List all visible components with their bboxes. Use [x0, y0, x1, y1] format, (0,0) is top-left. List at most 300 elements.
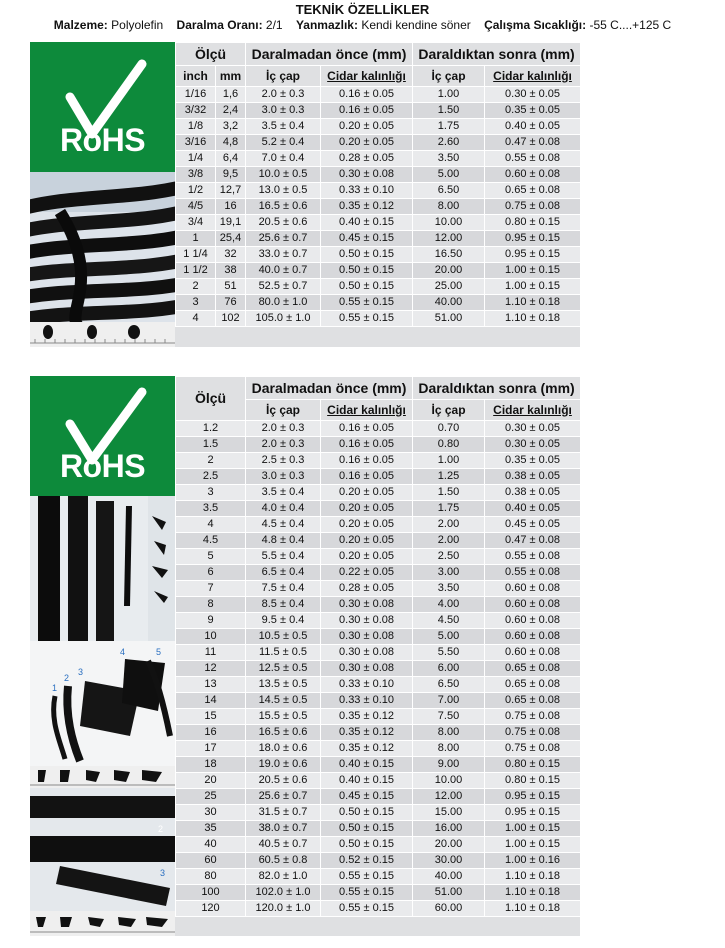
table-cell: 120.0 ± 1.0	[246, 901, 321, 917]
table-cell: 40.00	[413, 295, 485, 311]
table-cell: 16.00	[413, 821, 485, 837]
table-cell: 2.50	[413, 549, 485, 565]
table-row	[176, 805, 581, 821]
table-cell: 33.0 ± 0.7	[246, 247, 321, 263]
table-cell: 0.30 ± 0.05	[485, 87, 581, 103]
table-row	[176, 773, 581, 789]
table-cell: 20.5 ± 0.6	[246, 215, 321, 231]
t1-before-header: Daralmadan önce (mm)	[246, 43, 413, 66]
table-cell: 25	[176, 789, 246, 805]
table-cell: 6.50	[413, 677, 485, 693]
table-cell: 0.45 ± 0.15	[321, 789, 413, 805]
table1-body	[176, 87, 581, 327]
table-cell: 0.65 ± 0.08	[485, 661, 581, 677]
table-row	[176, 581, 581, 597]
table-cell: 0.50 ± 0.15	[321, 279, 413, 295]
table-cell: 7.50	[413, 709, 485, 725]
table-cell: 4	[176, 311, 216, 327]
table-cell: 1.00	[413, 87, 485, 103]
table-cell: 5.2 ± 0.4	[246, 135, 321, 151]
table-cell: 1/4	[176, 151, 216, 167]
table-cell: 1/2	[176, 183, 216, 199]
table-cell: 52.5 ± 0.7	[246, 279, 321, 295]
temp-label: Çalışma Sıcaklığı:	[484, 18, 587, 32]
tube-photo-1	[30, 172, 175, 322]
t1-mm-header: mm	[216, 66, 246, 87]
table-cell: 0.35 ± 0.05	[485, 453, 581, 469]
table-cell: 0.50 ± 0.15	[321, 805, 413, 821]
table-row	[176, 469, 581, 485]
table-cell: 0.47 ± 0.08	[485, 533, 581, 549]
material-label: Malzeme:	[53, 18, 108, 32]
table-cell: 1	[176, 231, 216, 247]
rohs-logo-2	[30, 376, 175, 496]
table-cell: 14	[176, 693, 246, 709]
table-cell: 40.00	[413, 869, 485, 885]
table-cell: 3,2	[216, 119, 246, 135]
table-cell: 30.00	[413, 853, 485, 869]
table-cell: 20	[176, 773, 246, 789]
table-cell: 16	[176, 725, 246, 741]
table-row	[176, 167, 581, 183]
table-cell: 0.35 ± 0.12	[321, 709, 413, 725]
table-cell: 2.0 ± 0.3	[246, 437, 321, 453]
table-cell: 9,5	[216, 167, 246, 183]
table-cell: 3.5	[176, 501, 246, 517]
table1	[175, 42, 581, 327]
table-row	[176, 789, 581, 805]
table-cell: 3.00	[413, 565, 485, 581]
table-row	[176, 247, 581, 263]
table-row	[176, 725, 581, 741]
table-row	[176, 853, 581, 869]
table-cell: 12.00	[413, 789, 485, 805]
t2-after-header: Daraldıktan sonra (mm)	[413, 377, 581, 400]
table-cell: 1.75	[413, 119, 485, 135]
table-cell: 0.40 ± 0.05	[485, 501, 581, 517]
table-cell: 2	[176, 453, 246, 469]
table-cell: 12.00	[413, 231, 485, 247]
table-cell: 1/16	[176, 87, 216, 103]
table-cell: 0.16 ± 0.05	[321, 453, 413, 469]
table-cell: 6.5 ± 0.4	[246, 565, 321, 581]
table-cell: 0.50 ± 0.15	[321, 837, 413, 853]
table-cell: 0.55 ± 0.15	[321, 295, 413, 311]
table-cell: 0.40 ± 0.15	[321, 757, 413, 773]
table-row	[176, 741, 581, 757]
table-cell: 25.6 ± 0.7	[246, 789, 321, 805]
table-cell: 0.52 ± 0.15	[321, 853, 413, 869]
table-cell: 102.0 ± 1.0	[246, 885, 321, 901]
table-cell: 0.60 ± 0.08	[485, 597, 581, 613]
table-cell: 0.16 ± 0.05	[321, 421, 413, 437]
table-cell: 4.00	[413, 597, 485, 613]
table-cell: 0.20 ± 0.05	[321, 533, 413, 549]
table-cell: 8.00	[413, 199, 485, 215]
table-cell: 1.00 ± 0.15	[485, 821, 581, 837]
table-cell: 0.80 ± 0.15	[485, 757, 581, 773]
table-cell: 0.60 ± 0.08	[485, 581, 581, 597]
table-cell: 4.5	[176, 533, 246, 549]
t2-wall-before-header: Cidar kalınlığı	[321, 400, 413, 421]
table-row	[176, 869, 581, 885]
table-row	[176, 565, 581, 581]
table-cell: 3	[176, 485, 246, 501]
table-cell: 1.10 ± 0.18	[485, 869, 581, 885]
table-row	[176, 757, 581, 773]
table-row	[176, 501, 581, 517]
table-row	[176, 693, 581, 709]
table-cell: 120	[176, 901, 246, 917]
table-cell: 17	[176, 741, 246, 757]
table-cell: 0.75 ± 0.08	[485, 709, 581, 725]
table-cell: 0.30 ± 0.08	[321, 645, 413, 661]
table-row	[176, 597, 581, 613]
table-cell: 38.0 ± 0.7	[246, 821, 321, 837]
table-cell: 2,4	[216, 103, 246, 119]
table-cell: 40.0 ± 0.7	[246, 263, 321, 279]
table2-body	[176, 421, 581, 917]
table-cell: 0.30 ± 0.08	[321, 597, 413, 613]
table-row	[176, 709, 581, 725]
table-cell: 16.5 ± 0.6	[246, 725, 321, 741]
table-cell: 16.50	[413, 247, 485, 263]
ratio-value: 2/1	[265, 18, 283, 32]
table-cell: 0.65 ± 0.08	[485, 677, 581, 693]
temp-value: -55 C....+125 C	[589, 18, 672, 32]
table-cell: 0.55 ± 0.08	[485, 151, 581, 167]
table-cell: 0.55 ± 0.08	[485, 549, 581, 565]
table-row	[176, 215, 581, 231]
table-cell: 0.55 ± 0.15	[321, 869, 413, 885]
svg-text:3: 3	[160, 868, 166, 878]
tube-large-image	[30, 788, 175, 911]
table-cell: 0.47 ± 0.08	[485, 135, 581, 151]
table-cell: 0.16 ± 0.05	[321, 469, 413, 485]
table-cell: 5	[176, 549, 246, 565]
table-cell: 0.60 ± 0.08	[485, 167, 581, 183]
table-cell: 60	[176, 853, 246, 869]
table2	[175, 376, 581, 917]
table-cell: 0.20 ± 0.05	[321, 119, 413, 135]
table-cell: 0.20 ± 0.05	[321, 135, 413, 151]
table-cell: 0.60 ± 0.08	[485, 629, 581, 645]
table-cell: 25.6 ± 0.7	[246, 231, 321, 247]
table-cell: 1.5	[176, 437, 246, 453]
table-cell: 18	[176, 757, 246, 773]
table-cell: 7.00	[413, 693, 485, 709]
table-cell: 20.00	[413, 263, 485, 279]
svg-text:2: 2	[158, 824, 164, 834]
table-cell: 80.0 ± 1.0	[246, 295, 321, 311]
ruler-strip-1	[30, 322, 175, 347]
table-cell: 30	[176, 805, 246, 821]
table-cell: 9	[176, 613, 246, 629]
table-row	[176, 279, 581, 295]
table-cell: 10.00	[413, 215, 485, 231]
table1-panel	[30, 42, 580, 347]
svg-text:5: 5	[156, 647, 162, 657]
table-cell: 1.00	[413, 453, 485, 469]
t2-id-before-header: İç çap	[246, 400, 321, 421]
table-cell: 12	[176, 661, 246, 677]
table-cell: 1.50	[413, 103, 485, 119]
tube-photo-2	[30, 496, 175, 641]
table-cell: 1.25	[413, 469, 485, 485]
table-cell: 2.60	[413, 135, 485, 151]
table-row	[176, 549, 581, 565]
table-cell: 2	[176, 279, 216, 295]
table-cell: 8.5 ± 0.4	[246, 597, 321, 613]
table-cell: 0.28 ± 0.05	[321, 151, 413, 167]
table-cell: 1.00 ± 0.16	[485, 853, 581, 869]
table-cell: 5.50	[413, 645, 485, 661]
t1-inch-header: inch	[176, 66, 216, 87]
tube-crosssection-image	[30, 322, 175, 347]
table-cell: 0.65 ± 0.08	[485, 183, 581, 199]
table-cell: 0.75 ± 0.08	[485, 725, 581, 741]
table2-image-column	[30, 376, 175, 936]
table-cell: 0.55 ± 0.08	[485, 565, 581, 581]
table-cell: 0.20 ± 0.05	[321, 549, 413, 565]
table-cell: 8.00	[413, 725, 485, 741]
table-cell: 4/5	[176, 199, 216, 215]
table-row	[176, 231, 581, 247]
table-cell: 4.8 ± 0.4	[246, 533, 321, 549]
table-cell: 19.0 ± 0.6	[246, 757, 321, 773]
table-cell: 0.45 ± 0.15	[321, 231, 413, 247]
t2-wall-after-header: Cidar kalınlığı	[485, 400, 581, 421]
table-cell: 0.80 ± 0.15	[485, 773, 581, 789]
table-cell: 76	[216, 295, 246, 311]
table-cell: 0.35 ± 0.12	[321, 199, 413, 215]
table-cell: 15.00	[413, 805, 485, 821]
table-cell: 0.45 ± 0.05	[485, 517, 581, 533]
table-cell: 31.5 ± 0.7	[246, 805, 321, 821]
table-row	[176, 135, 581, 151]
tube-crosssection-image-2	[30, 911, 175, 936]
table-cell: 3/8	[176, 167, 216, 183]
table-cell: 51.00	[413, 311, 485, 327]
table-cell: 60.5 ± 0.8	[246, 853, 321, 869]
table-cell: 15	[176, 709, 246, 725]
ruler-strip-3	[30, 911, 175, 936]
table-cell: 6.50	[413, 183, 485, 199]
table-cell: 13.0 ± 0.5	[246, 183, 321, 199]
table-row	[176, 661, 581, 677]
table-cell: 38	[216, 263, 246, 279]
table-row	[176, 119, 581, 135]
table-cell: 3.50	[413, 151, 485, 167]
tube-photo-3	[30, 641, 175, 766]
table-row	[176, 453, 581, 469]
table2-panel	[30, 376, 580, 936]
table-cell: 13	[176, 677, 246, 693]
table-row	[176, 87, 581, 103]
table-cell: 102	[216, 311, 246, 327]
table-cell: 0.80	[413, 437, 485, 453]
table-cell: 0.95 ± 0.15	[485, 789, 581, 805]
table-row	[176, 821, 581, 837]
table-cell: 0.35 ± 0.12	[321, 725, 413, 741]
table-cell: 0.60 ± 0.08	[485, 645, 581, 661]
table-row	[176, 517, 581, 533]
svg-text:3: 3	[78, 667, 84, 677]
t2-size-header: Ölçü	[176, 377, 246, 421]
table-row	[176, 901, 581, 917]
table-cell: 0.40 ± 0.15	[321, 215, 413, 231]
table-cell: 25.00	[413, 279, 485, 295]
table-cell: 5.00	[413, 167, 485, 183]
table-cell: 25,4	[216, 231, 246, 247]
table-cell: 0.20 ± 0.05	[321, 517, 413, 533]
table-cell: 51.00	[413, 885, 485, 901]
table-cell: 40	[176, 837, 246, 853]
table-row	[176, 103, 581, 119]
table-cell: 7	[176, 581, 246, 597]
table-cell: 0.55 ± 0.15	[321, 885, 413, 901]
table-cell: 1.50	[413, 485, 485, 501]
table-cell: 1.00 ± 0.15	[485, 279, 581, 295]
table-cell: 10	[176, 629, 246, 645]
tube-flat-image	[30, 641, 175, 766]
table-cell: 0.40 ± 0.05	[485, 119, 581, 135]
svg-text:4: 4	[120, 647, 126, 657]
table-cell: 4,8	[216, 135, 246, 151]
table-cell: 14.5 ± 0.5	[246, 693, 321, 709]
table-cell: 0.20 ± 0.05	[321, 485, 413, 501]
table-cell: 0.50 ± 0.15	[321, 263, 413, 279]
material-value: Polyolefin	[111, 18, 164, 32]
table-cell: 3.5 ± 0.4	[246, 119, 321, 135]
table-cell: 60.00	[413, 901, 485, 917]
table-cell: 1.00 ± 0.15	[485, 837, 581, 853]
table-cell: 35	[176, 821, 246, 837]
table-cell: 0.55 ± 0.15	[321, 311, 413, 327]
tube-sticks-image	[30, 496, 175, 641]
table-row	[176, 677, 581, 693]
table-cell: 0.30 ± 0.08	[321, 613, 413, 629]
table-row	[176, 533, 581, 549]
table-cell: 4.0 ± 0.4	[246, 501, 321, 517]
table-row	[176, 437, 581, 453]
table-cell: 0.65 ± 0.08	[485, 693, 581, 709]
table-cell: 1.10 ± 0.18	[485, 885, 581, 901]
rohs-text-1: RoHS	[59, 122, 146, 158]
table-cell: 0.95 ± 0.15	[485, 247, 581, 263]
table-cell: 3/16	[176, 135, 216, 151]
table-cell: 1.2	[176, 421, 246, 437]
t1-after-header: Daraldıktan sonra (mm)	[413, 43, 581, 66]
table-cell: 9.00	[413, 757, 485, 773]
table-cell: 40.5 ± 0.7	[246, 837, 321, 853]
table-row	[176, 837, 581, 853]
table-cell: 0.35 ± 0.12	[321, 741, 413, 757]
table-cell: 3.5 ± 0.4	[246, 485, 321, 501]
table-cell: 10.5 ± 0.5	[246, 629, 321, 645]
table1-image-column	[30, 42, 175, 347]
tube-profile-image	[30, 766, 175, 788]
table-cell: 1.00 ± 0.15	[485, 263, 581, 279]
table-row	[176, 311, 581, 327]
table-cell: 0.38 ± 0.05	[485, 485, 581, 501]
table-cell: 0.38 ± 0.05	[485, 469, 581, 485]
page-title: TEKNİK ÖZELLİKLER	[295, 2, 430, 17]
table-row	[176, 199, 581, 215]
tube-coil-image	[30, 172, 175, 322]
table-cell: 2.5	[176, 469, 246, 485]
table-cell: 20.00	[413, 837, 485, 853]
table-row	[176, 885, 581, 901]
table-cell: 0.35 ± 0.05	[485, 103, 581, 119]
table-cell: 6.00	[413, 661, 485, 677]
table-cell: 18.0 ± 0.6	[246, 741, 321, 757]
table-cell: 7.5 ± 0.4	[246, 581, 321, 597]
table-cell: 3.0 ± 0.3	[246, 469, 321, 485]
table-cell: 0.22 ± 0.05	[321, 565, 413, 581]
table-cell: 16.5 ± 0.6	[246, 199, 321, 215]
table-cell: 80	[176, 869, 246, 885]
table-cell: 7.0 ± 0.4	[246, 151, 321, 167]
table-cell: 2.00	[413, 533, 485, 549]
table-cell: 6	[176, 565, 246, 581]
t1-id-before-header: İç çap	[246, 66, 321, 87]
table-cell: 10.0 ± 0.5	[246, 167, 321, 183]
svg-text:2: 2	[64, 673, 70, 683]
table-cell: 0.40 ± 0.15	[321, 773, 413, 789]
table-cell: 0.50 ± 0.15	[321, 247, 413, 263]
table-cell: 0.30 ± 0.05	[485, 421, 581, 437]
table-cell: 12.5 ± 0.5	[246, 661, 321, 677]
table-cell: 82.0 ± 1.0	[246, 869, 321, 885]
table-cell: 1.10 ± 0.18	[485, 901, 581, 917]
table-cell: 2.5 ± 0.3	[246, 453, 321, 469]
table-row	[176, 629, 581, 645]
table-cell: 0.50 ± 0.15	[321, 821, 413, 837]
table-cell: 8.00	[413, 741, 485, 757]
rohs-logo-1	[30, 42, 175, 172]
t1-id-after-header: İç çap	[413, 66, 485, 87]
table-cell: 51	[216, 279, 246, 295]
table-row	[176, 151, 581, 167]
table-cell: 0.16 ± 0.05	[321, 437, 413, 453]
table-cell: 4.50	[413, 613, 485, 629]
table-cell: 11.5 ± 0.5	[246, 645, 321, 661]
table-cell: 100	[176, 885, 246, 901]
t1-size-header: Ölçü	[176, 43, 246, 66]
table-cell: 0.95 ± 0.15	[485, 805, 581, 821]
table-cell: 4	[176, 517, 246, 533]
table-cell: 3	[176, 295, 216, 311]
table-cell: 0.16 ± 0.05	[321, 103, 413, 119]
table-cell: 6,4	[216, 151, 246, 167]
table-cell: 0.33 ± 0.10	[321, 183, 413, 199]
flame-value: Kendi kendine söner	[361, 18, 471, 32]
table-row	[176, 645, 581, 661]
table-cell: 0.30 ± 0.08	[321, 167, 413, 183]
table-cell: 9.5 ± 0.4	[246, 613, 321, 629]
table-cell: 3.0 ± 0.3	[246, 103, 321, 119]
table-cell: 3.50	[413, 581, 485, 597]
spec-line	[0, 18, 725, 32]
table-cell: 8	[176, 597, 246, 613]
table-row	[176, 263, 581, 279]
table-cell: 5.00	[413, 629, 485, 645]
table-cell: 0.33 ± 0.10	[321, 677, 413, 693]
table-row	[176, 613, 581, 629]
table-cell: 32	[216, 247, 246, 263]
table-cell: 105.0 ± 1.0	[246, 311, 321, 327]
